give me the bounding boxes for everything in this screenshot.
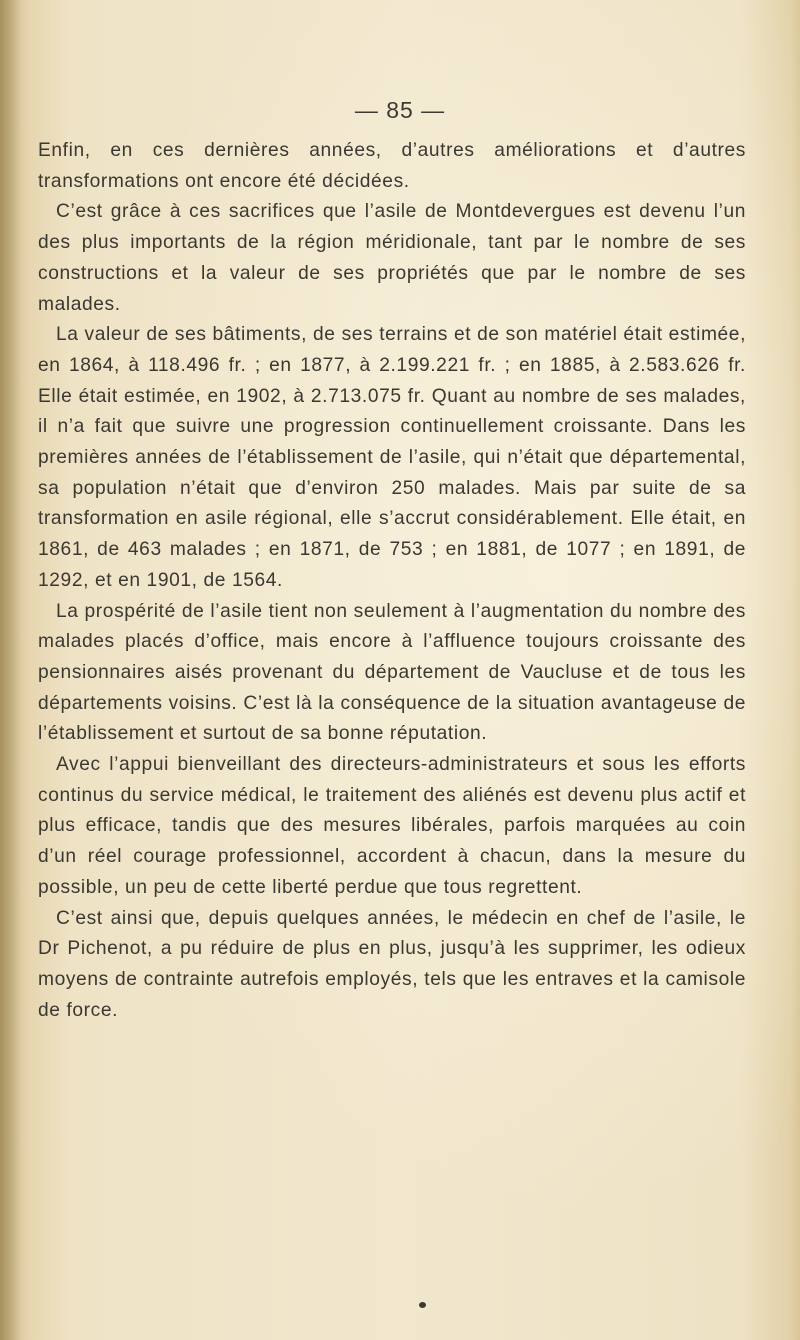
- ink-dot: [419, 1302, 426, 1308]
- page-number: — 85 —: [354, 97, 446, 123]
- body-text: [38, 136, 746, 1026]
- binding-shadow: [0, 0, 22, 1340]
- paragraph-3: La valeur de ses bâtiments, de ses terrains et de son matériel était estimée, en 1864, à 118.496 fr. ; en 1877, à 2.199.221 fr. ; en 1885, à 2.583.626 fr. Elle était estimée, en 1902, à 2.713.075 fr. Quant au nombre de ses malades, il n’a fait que suivre une progression continuellement croissante. Dans les premières années de l’établissement de l’asile, qui n’était que départemental, sa population n’était que d’environ 250 malades. Mais par suite de sa transformation en asile régional, elle s’accrut considérablement. Elle était, en 1861, de 463 malades ; en 1871, de 753 ; en 1881, de 1077 ; en 1891, de 1292, et en 1901, de 1564.: [38, 324, 746, 591]
- paragraph-5: Avec l’appui bienveillant des directeurs-administrateurs et sous les efforts continus du service médical, le traitement des aliénés est devenu plus actif et plus efficace, tandis que des mesures libérales, parfois marquées au coin d’un réel courage professionnel, accordent à chacun, dans la mesure du possible, un peu de cette liberté perdue que tous regrettent.: [38, 754, 746, 898]
- paragraph-4: La prospérité de l’asile tient non seulement à l’augmentation du nombre des malades placés d’office, mais encore à l’affluence toujours croissante des pensionnaires aisés provenant du département de Vaucluse et de tous les départements voisins. C’est là la conséquence de la situation avantageuse de l’établissement et surtout de sa bonne réputation.: [38, 600, 746, 745]
- paragraph-2: C’est grâce à ces sacrifices que l’asile de Montdevergues est devenu l’un des plus importants de la région méridionale, tant par le nombre de ses constructions et la valeur de ses propriétés que par le nombre de ses malades.: [38, 201, 746, 315]
- paragraph-1: Enfin, en ces dernières années, d’autres améliorations et d’autres transformations ont encore été décidées.: [38, 140, 746, 192]
- paragraph-6: C’est ainsi que, depuis quelques années, le médecin en chef de l’asile, le Dr Pichenot, a pu réduire de plus en plus, jusqu’à les supprimer, les odieux moyens de contrainte autrefois employés, tels que les entraves et la camisole de force.: [38, 907, 746, 1021]
